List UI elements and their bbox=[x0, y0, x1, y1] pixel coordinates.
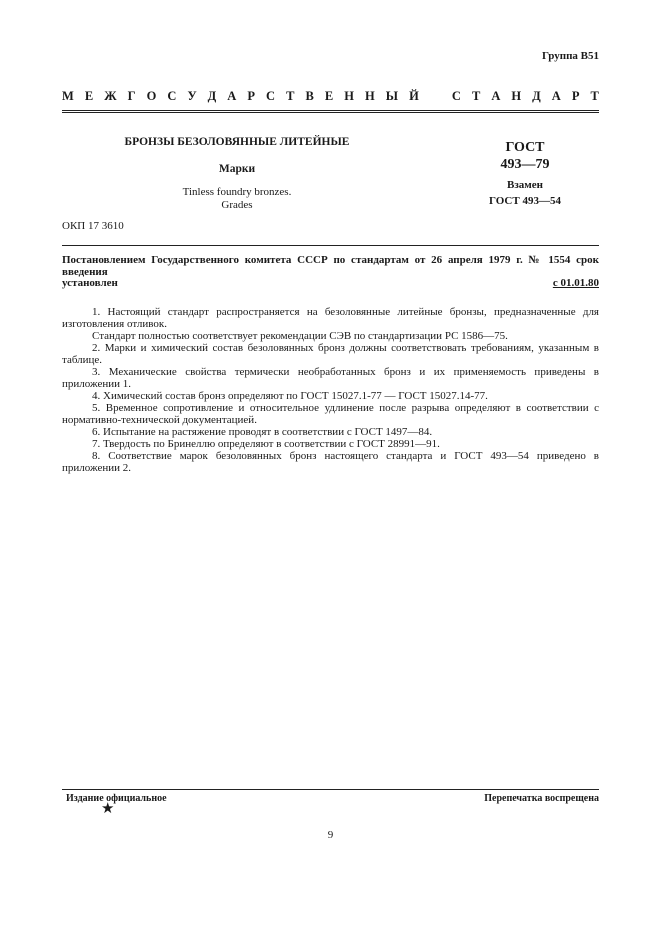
banner-letter: М bbox=[62, 89, 74, 103]
banner-letter: С bbox=[266, 89, 276, 103]
banner-letter: Н bbox=[364, 89, 375, 103]
banner-letter: Й bbox=[409, 89, 419, 103]
reprint-prohibited: Перепечатка воспрещена bbox=[484, 793, 599, 804]
decree-statement bbox=[62, 255, 599, 290]
banner-letter: С bbox=[451, 89, 461, 103]
star-icon: ★ bbox=[101, 799, 115, 817]
paragraph: 8. Соответствие марок безоловянных бронз настоящего стандарта и ГОСТ 493—54 приведено в приложении 2. bbox=[62, 450, 599, 474]
banner-letter: Р bbox=[571, 89, 580, 103]
paragraph: 2. Марки и химический состав безоловянных бронз должны соответствовать требованиям, указанным в таблице. bbox=[62, 342, 599, 366]
document-title: БРОНЗЫ БЕЗОЛОВЯННЫЕ ЛИТЕЙНЫЕ bbox=[124, 136, 350, 148]
banner-letter: О bbox=[146, 89, 157, 103]
banner-letter: Н bbox=[344, 89, 354, 103]
document-subtitle: Марки bbox=[218, 163, 256, 175]
banner-letter: Е bbox=[324, 89, 334, 103]
decree-line1: Постановлением Государственного комитета СССР по стандартам от 26 апреля 1979 г. № 1554 срок введения bbox=[62, 254, 599, 278]
body-text bbox=[62, 306, 599, 474]
paragraph: 7. Твердость по Бринеллю определяют в соответствии с ГОСТ 28991—91. bbox=[92, 438, 440, 450]
standard-banner bbox=[62, 89, 599, 104]
banner-letter: Т bbox=[286, 89, 295, 103]
paragraph: 6. Испытание на растяжение проводят в соответствии с ГОСТ 1497—84. bbox=[92, 426, 433, 438]
banner-letter: Е bbox=[84, 89, 94, 103]
banner-letter: А bbox=[491, 89, 501, 103]
effective-date: с 01.01.80 bbox=[552, 277, 599, 289]
gost-label: ГОСТ bbox=[505, 140, 545, 155]
banner-letter: Н bbox=[511, 89, 522, 103]
paragraph: 1. Настоящий стандарт распространяется на безоловянные литейные бронзы, предназначенные для изготовления отливок. bbox=[62, 306, 599, 330]
page-number: 9 bbox=[327, 829, 334, 841]
decree-line2: установлен bbox=[62, 277, 118, 289]
group-code: Группа В51 bbox=[541, 50, 599, 62]
banner-letter: Д bbox=[532, 89, 541, 103]
gost-designation bbox=[470, 139, 580, 208]
header-rule-bottom bbox=[62, 112, 599, 113]
paragraph: 4. Химический состав бронз определяют по ГОСТ 15027.1-77 — ГОСТ 15027.14-77. bbox=[92, 390, 488, 402]
paragraph: Стандарт полностью соответствует рекомендации СЭВ по стандартизации РС 1586—75. bbox=[92, 330, 508, 342]
banner-letter: В bbox=[305, 89, 314, 103]
banner-letter: Д bbox=[207, 89, 217, 103]
banner-letter: У bbox=[187, 89, 197, 103]
gost-number: 493—79 bbox=[500, 157, 550, 172]
replaces-label: Взамен bbox=[507, 179, 543, 191]
banner-letter: А bbox=[227, 89, 237, 103]
official-edition: Издание официальное bbox=[66, 793, 167, 804]
footer-rule bbox=[62, 789, 599, 790]
banner-letter: С bbox=[167, 89, 177, 103]
english-title-line2: Grades bbox=[221, 199, 253, 211]
banner-letter: А bbox=[551, 89, 561, 103]
paragraph: 3. Механические свойства термически необработанных бронз и их применяемость приведены в приложении 1. bbox=[62, 366, 599, 390]
banner-letter: Ы bbox=[385, 89, 399, 103]
banner-letter: Т bbox=[471, 89, 481, 103]
banner-letter: Р bbox=[247, 89, 255, 103]
replaces-value: ГОСТ 493—54 bbox=[489, 195, 561, 207]
paragraph: 5. Временное сопротивление и относительное удлинение после разрыва определяют в соответствии с нормативно-технической документацией. bbox=[62, 402, 599, 426]
banner-letter: Т bbox=[590, 89, 599, 103]
banner-letter: Ж bbox=[104, 89, 117, 103]
english-title-line1: Tinless foundry bronzes. bbox=[182, 186, 292, 198]
banner-letter: Г bbox=[127, 89, 136, 103]
english-title bbox=[62, 186, 412, 212]
section-rule bbox=[62, 245, 599, 246]
okp-code: ОКП 17 3610 bbox=[62, 220, 124, 232]
